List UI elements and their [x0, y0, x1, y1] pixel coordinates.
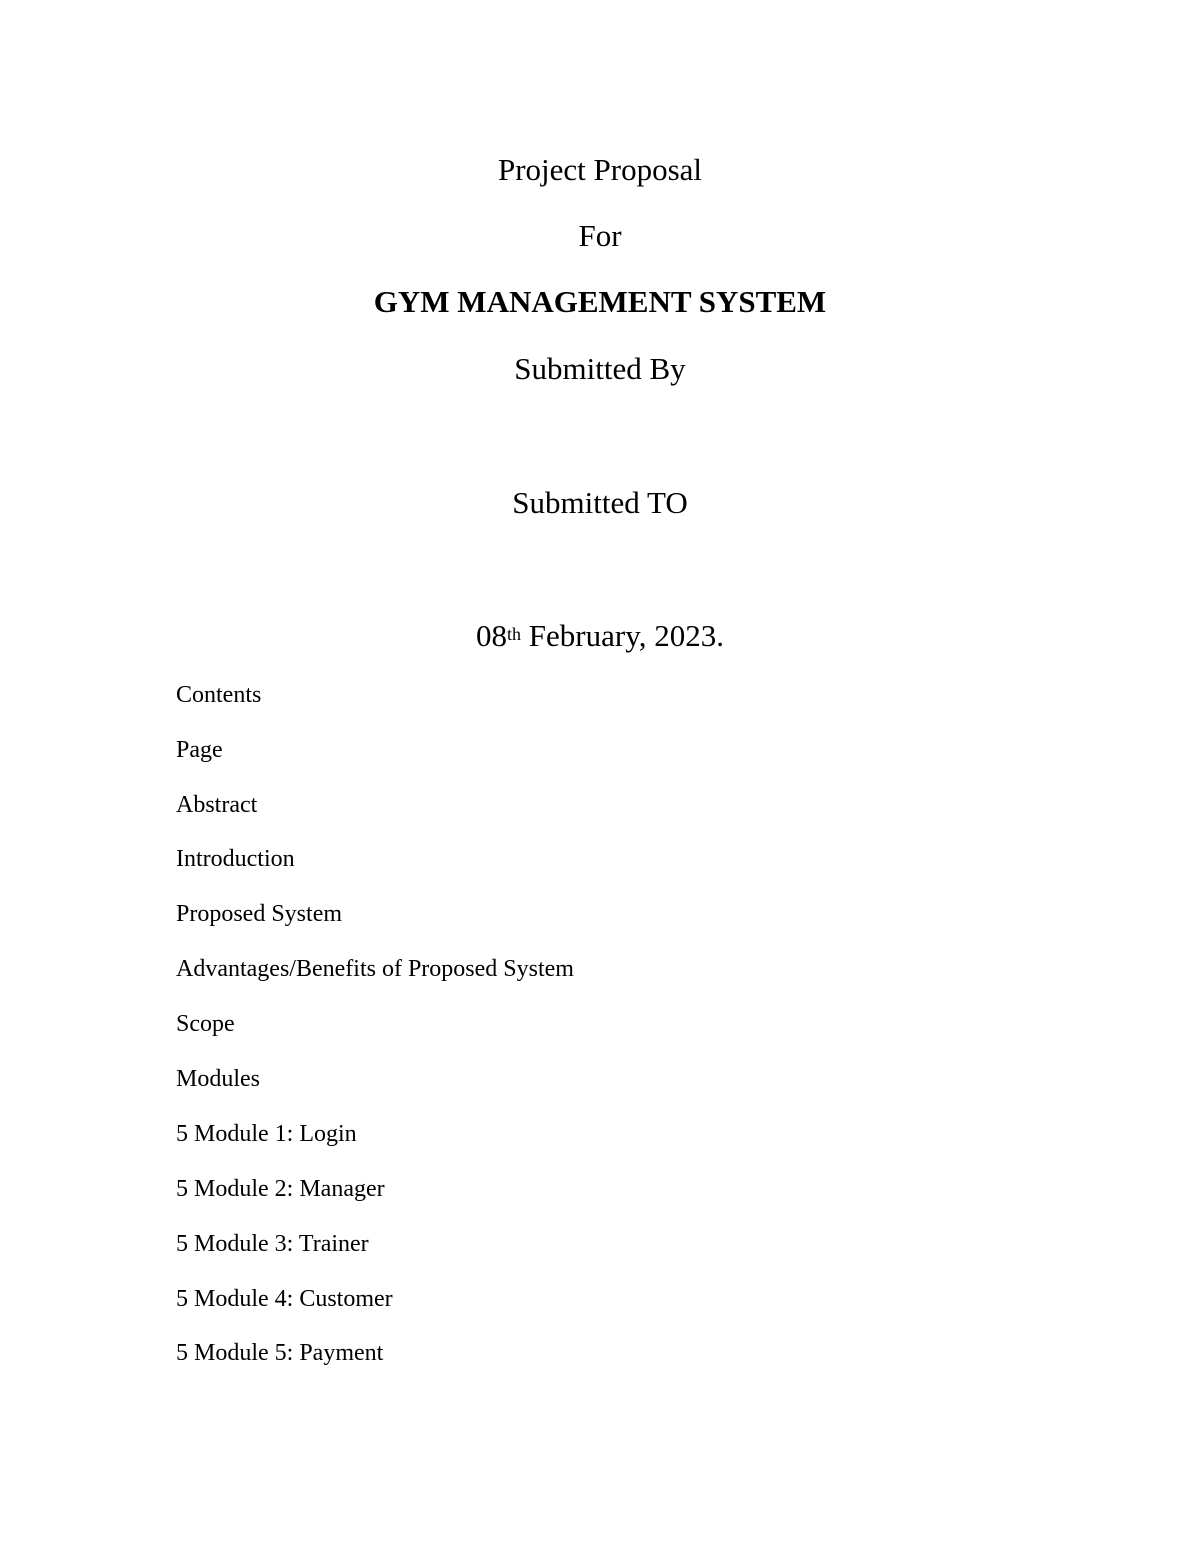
- submitted-by-label: Submitted By: [514, 351, 686, 386]
- toc-item-module-customer: 5 Module 4: Customer: [176, 1286, 393, 1312]
- cover-for: For: [578, 218, 622, 253]
- toc-item-proposed-system: Proposed System: [176, 901, 343, 927]
- toc-item-abstract: Abstract: [176, 792, 258, 818]
- system-name-heading: GYM MANAGEMENT SYSTEM: [373, 284, 827, 319]
- toc-item-module-manager: 5 Module 2: Manager: [176, 1176, 385, 1202]
- date-day: 08: [476, 618, 508, 653]
- toc-item-scope: Scope: [176, 1011, 235, 1037]
- toc-item-contents: Contents: [176, 682, 262, 708]
- toc-item-module-login: 5 Module 1: Login: [176, 1121, 357, 1147]
- cover-title: Project Proposal: [497, 152, 703, 187]
- date-month-year: February, 2023.: [521, 618, 724, 653]
- submitted-to-label: Submitted TO: [512, 485, 688, 520]
- toc-item-introduction: Introduction: [176, 846, 295, 872]
- toc-item-module-trainer: 5 Module 3: Trainer: [176, 1231, 369, 1257]
- submission-date: [0, 618, 1200, 654]
- toc-item-advantages: Advantages/Benefits of Proposed System: [176, 956, 574, 982]
- toc-item-page: Page: [176, 737, 223, 763]
- date-ordinal-suffix: th: [507, 624, 522, 644]
- toc-item-module-payment: 5 Module 5: Payment: [176, 1340, 384, 1366]
- toc-item-modules: Modules: [176, 1066, 260, 1092]
